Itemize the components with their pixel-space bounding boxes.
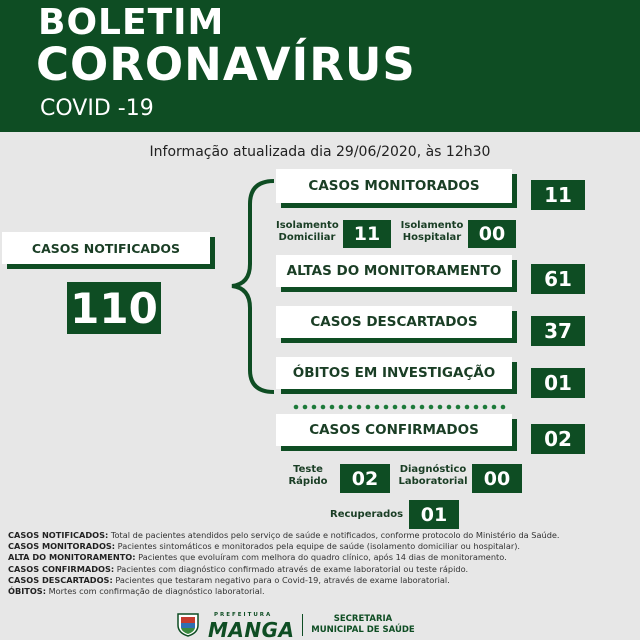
hospitalar-value: 00 <box>468 220 516 248</box>
descartados-label: CASOS DESCARTADOS <box>276 306 512 338</box>
city-seal-icon <box>175 611 201 637</box>
definition-item: ÓBITOS: Mortes com confirmação de diagnóstico laboratorial. <box>8 586 265 597</box>
teste-rapido-value: 02 <box>340 464 390 493</box>
dotted-separator <box>293 404 509 410</box>
monitorados-label: CASOS MONITORADOS <box>276 169 512 203</box>
update-info: Informação atualizada dia 29/06/2020, às 12h30 <box>149 144 491 160</box>
obitos-label: ÓBITOS EM INVESTIGAÇÃO <box>276 357 512 389</box>
header-banner <box>0 0 640 132</box>
definitions-list <box>8 530 634 597</box>
altas-label: ALTAS DO MONITORAMENTO <box>276 255 512 287</box>
recuperados-label: Recuperados <box>330 509 404 520</box>
descartados-value: 37 <box>531 316 585 346</box>
hospitalar-label: Isolamento Hospitalar <box>400 220 464 243</box>
obitos-value: 01 <box>531 368 585 398</box>
confirmados-value: 02 <box>531 424 585 454</box>
title-coronavirus: CORONAVÍRUS <box>36 38 416 91</box>
monitorados-value: 11 <box>531 180 585 210</box>
brace-icon <box>228 178 278 396</box>
notificados-label: CASOS NOTIFICADOS <box>2 232 210 264</box>
title-boletim: BOLETIM <box>38 2 225 43</box>
definition-item: CASOS NOTIFICADOS: Total de pacientes atendidos pelo serviço de saúde e notificados, conforme protocolo do Ministério da Saúde. <box>8 530 560 540</box>
definition-item: CASOS CONFIRMADOS: Pacientes com diagnóstico confirmado através de exame laboratorial ou teste rápido. <box>8 563 469 574</box>
altas-value: 61 <box>531 264 585 294</box>
secretaria-text: SECRETARIA MUNICIPAL DE SAÚDE <box>311 614 415 635</box>
logo-prefeitura-text: PREFEITURA <box>214 612 273 618</box>
subtitle-covid: COVID -19 <box>40 96 154 121</box>
domiciliar-value: 11 <box>343 220 391 248</box>
domiciliar-label: Isolamento Domiciliar <box>276 220 339 243</box>
diagnostico-value: 00 <box>472 464 522 493</box>
diagnostico-label: Diagnóstico Laboratorial <box>398 464 468 487</box>
teste-rapido-label: Teste Rápido <box>288 464 328 487</box>
confirmados-label: CASOS CONFIRMADOS <box>276 414 512 446</box>
footer-divider <box>302 614 303 636</box>
logo-manga-text: MANGA <box>208 618 295 640</box>
definition-item: CASOS DESCARTADOS: Pacientes que testaram negativo para o Covid-19, através de exame laboratorial. <box>8 574 450 585</box>
definition-item: ALTA DO MONITORAMENTO: Pacientes que evoluíram com melhora do quadro clínico, após 14 dias de monitoramento. <box>8 552 507 563</box>
notificados-value: 110 <box>67 282 161 334</box>
recuperados-value: 01 <box>409 500 459 529</box>
definition-item: CASOS MONITORADOS: Pacientes sintomáticos e monitorados pela equipe de saúde (isolamento domiciliar ou hospitalar). <box>8 541 521 552</box>
